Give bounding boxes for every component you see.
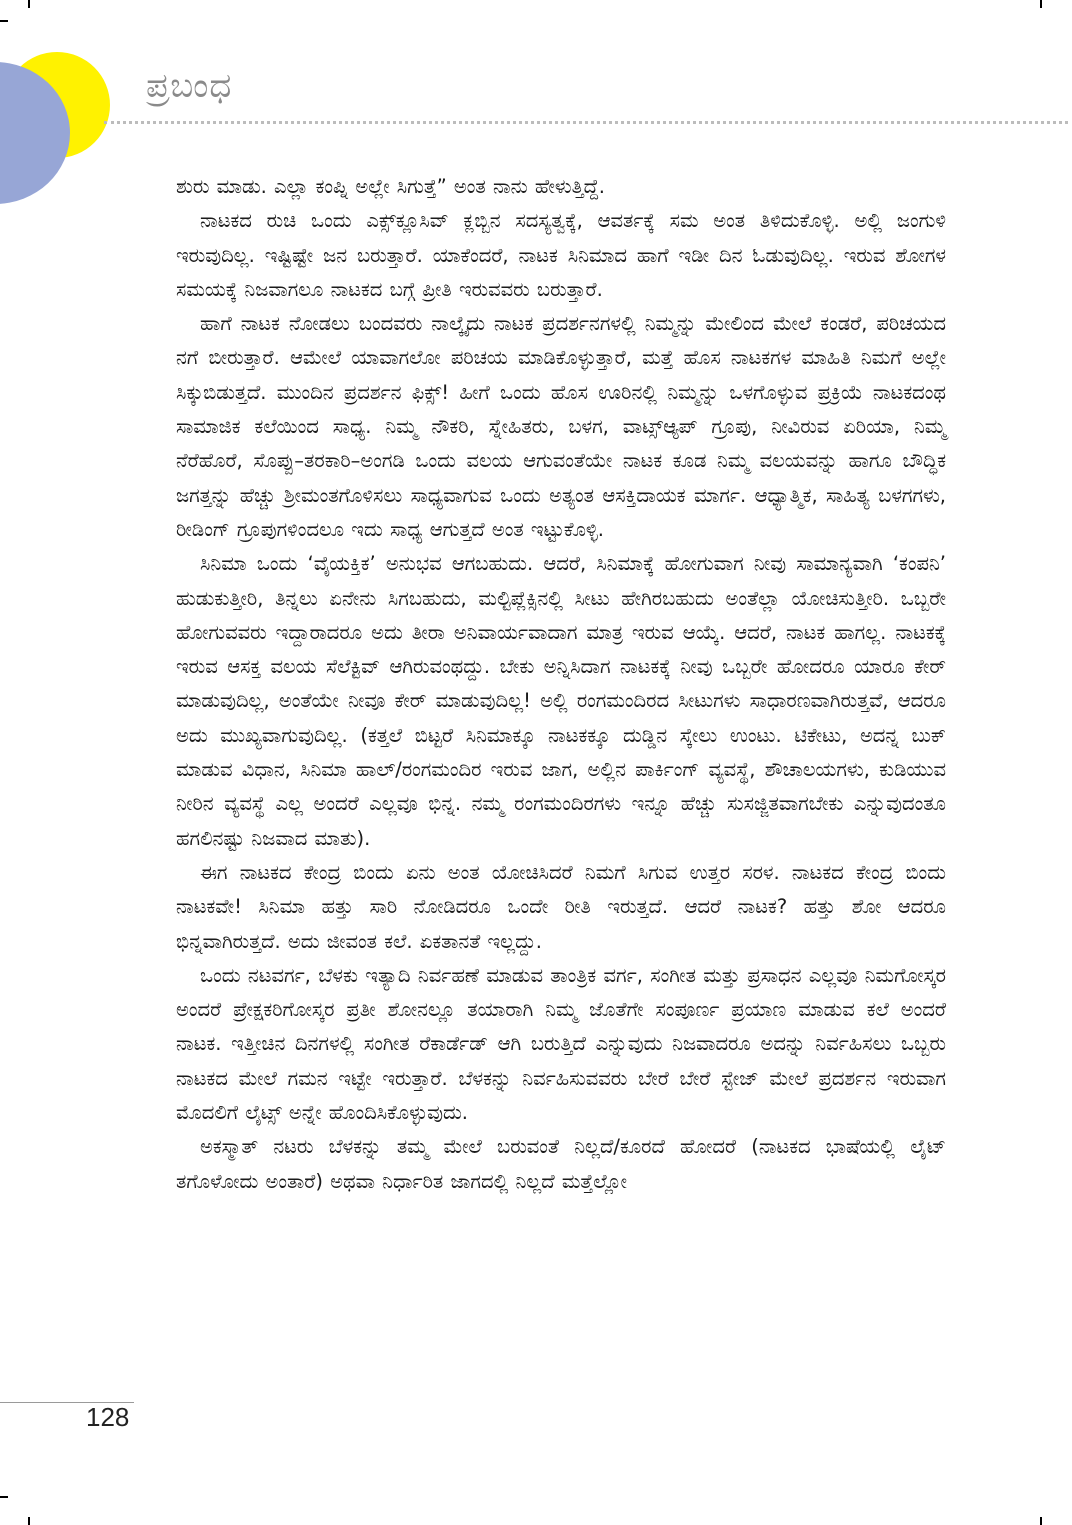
header-dotted-rule bbox=[104, 121, 1068, 124]
crop-mark bbox=[28, 1517, 30, 1525]
article-body bbox=[176, 170, 946, 1199]
paragraph: ಶುರು ಮಾಡು. ಎಲ್ಲಾ ಕಂಪ್ನಿ ಅಲ್ಲೇ ಸಿಗುತ್ತೆ” ಅಂತ ನಾನು ಹೇಳುತ್ತಿದ್ದೆ. bbox=[176, 175, 605, 198]
crop-mark bbox=[28, 0, 30, 8]
paragraph: ಸಿನಿಮಾ ಒಂದು ‘ವೈಯಕ್ತಿಕ’ ಅನುಭವ ಆಗಬಹುದು. ಆದರೆ, ಸಿನಿಮಾಕ್ಕೆ ಹೋಗುವಾಗ ನೀವು ಸಾಮಾನ್ಯವಾಗಿ ‘ಕಂಪನಿ’ ಹುಡುಕುತ್ತೀರಿ, ತಿನ್ನಲು ಏನೇನು ಸಿಗಬಹುದು, ಮಲ್ಟಿಪ್ಲೆಕ್ಸಿನಲ್ಲಿ ಸೀಟು ಹೇಗಿರಬಹುದು ಅಂತೆಲ್ಲಾ ಯೋಚಿಸುತ್ತೀರಿ. ಒಬ್ಬರೇ ಹೋಗುವವರು ಇದ್ದಾರಾದರೂ ಅದು ತೀರಾ ಅನಿವಾರ್ಯವಾದಾಗ ಮಾತ್ರ ಇರುವ ಆಯ್ಕೆ. ಆದರೆ, ನಾಟಕ ಹಾಗಲ್ಲ. ನಾಟಕಕ್ಕೆ ಇರುವ ಆಸಕ್ತ ವಲಯ ಸೆಲೆಕ್ಟಿವ್ ಆಗಿರುವಂಥದ್ದು. ಬೇಕು ಅನ್ನಿಸಿದಾಗ ನಾಟಕಕ್ಕೆ ನೀವು ಒಬ್ಬರೇ ಹೋದರೂ ಯಾರೂ ಕೇರ್ ಮಾಡುವುದಿಲ್ಲ, ಅಂತೆಯೇ ನೀವೂ ಕೇರ್ ಮಾಡುವುದಿಲ್ಲ! ಅಲ್ಲಿ ರಂಗಮಂದಿರದ ಸೀಟುಗಳು ಸಾಧಾರಣವಾಗಿರುತ್ತವೆ, ಆದರೂ ಅದು ಮುಖ್ಯವಾಗುವುದಿಲ್ಲ. (ಕತ್ತಲೆ ಬಿಟ್ಟರೆ ಸಿನಿಮಾಕ್ಕೂ ನಾಟಕಕ್ಕೂ ದುಡ್ಡಿನ ಸ್ಕೇಲು ಉಂಟು. ಟಿಕೇಟು, ಅದನ್ನ ಬುಕ್ ಮಾಡುವ ವಿಧಾನ, ಸಿನಿಮಾ ಹಾಲ್/ರಂಗಮಂದಿರ ಇರುವ ಜಾಗ, ಅಲ್ಲಿನ ಪಾರ್ಕಿಂಗ್ ವ್ಯವಸ್ಥೆ, ಶೌಚಾಲಯಗಳು, ಕುಡಿಯುವ ನೀರಿನ ವ್ಯವಸ್ಥೆ ಎಲ್ಲ ಅಂದರೆ ಎಲ್ಲವೂ ಭಿನ್ನ. ನಮ್ಮ ರಂಗಮಂದಿರಗಳು ಇನ್ನೂ ಹೆಚ್ಚು ಸುಸಜ್ಜಿತವಾಗಬೇಕು ಎನ್ನುವುದಂತೂ ಹಗಲಿನಷ್ಟು ನಿಜವಾದ ಮಾತು). bbox=[176, 552, 946, 850]
page-number: 128 bbox=[86, 1402, 130, 1432]
paragraph: ನಾಟಕದ ರುಚಿ ಒಂದು ಎಕ್ಸ್‌ಕ್ಲೂಸಿವ್ ಕ್ಲಬ್ಬಿನ ಸದಸ್ಯತ್ವಕ್ಕೆ, ಆವರ್ತಕ್ಕೆ ಸಮ ಅಂತ ತಿಳಿದುಕೊಳ್ಳಿ. ಅಲ್ಲಿ ಜಂಗುಳಿ ಇರುವುದಿಲ್ಲ. ಇಷ್ಟಿಷ್ಟೇ ಜನ ಬರುತ್ತಾರೆ. ಯಾಕೆಂದರೆ, ನಾಟಕ ಸಿನಿಮಾದ ಹಾಗೆ ಇಡೀ ದಿನ ಓಡುವುದಿಲ್ಲ. ಇರುವ ಶೋಗಳ ಸಮಯಕ್ಕೆ ನಿಜವಾಗಲೂ ನಾಟಕದ ಬಗ್ಗೆ ಪ್ರೀತಿ ಇರುವವರು ಬರುತ್ತಾರೆ. bbox=[176, 209, 946, 301]
paragraph: ಅಕಸ್ಮಾತ್ ನಟರು ಬೆಳಕನ್ನು ತಮ್ಮ ಮೇಲೆ ಬರುವಂತೆ ನಿಲ್ಲದೆ/ಕೂರದೆ ಹೋದರೆ (ನಾಟಕದ ಭಾಷೆಯಲ್ಲಿ ಲೈಟ್ ತಗೊಳೋದು ಅಂತಾರೆ) ಅಥವಾ ನಿರ್ಧಾರಿತ ಜಾಗದಲ್ಲಿ ನಿಲ್ಲದೆ ಮತ್ತೆಲ್ಲೋ bbox=[176, 1135, 946, 1193]
crop-mark bbox=[0, 1496, 8, 1498]
paragraph: ಈಗ ನಾಟಕದ ಕೇಂದ್ರ ಬಿಂದು ಏನು ಅಂತ ಯೋಚಿಸಿದರೆ ನಿಮಗೆ ಸಿಗುವ ಉತ್ತರ ಸರಳ. ನಾಟಕದ ಕೇಂದ್ರ ಬಿಂದು ನಾಟಕವೇ! ಸಿನಿಮಾ ಹತ್ತು ಸಾರಿ ನೋಡಿದರೂ ಒಂದೇ ರೀತಿ ಇರುತ್ತದೆ. ಆದರೆ ನಾಟಕ? ಹತ್ತು ಶೋ ಆದರೂ ಭಿನ್ನವಾಗಿರುತ್ತದೆ. ಅದು ಜೀವಂತ ಕಲೆ. ಏಕತಾನತೆ ಇಲ್ಲದ್ದು. bbox=[176, 860, 946, 953]
paragraph: ಹಾಗೆ ನಾಟಕ ನೋಡಲು ಬಂದವರು ನಾಲ್ಕೈದು ನಾಟಕ ಪ್ರದರ್ಶನಗಳಲ್ಲಿ ನಿಮ್ಮನ್ನು ಮೇಲಿಂದ ಮೇಲೆ ಕಂಡರೆ, ಪರಿಚಯದ ನಗೆ ಬೀರುತ್ತಾರೆ. ಆಮೇಲೆ ಯಾವಾಗಲೋ ಪರಿಚಯ ಮಾಡಿಕೊಳ್ಳುತ್ತಾರೆ, ಮತ್ತೆ ಹೊಸ ನಾಟಕಗಳ ಮಾಹಿತಿ ನಿಮಗೆ ಅಲ್ಲೇ ಸಿಕ್ಕುಬಿಡುತ್ತದೆ. ಮುಂದಿನ ಪ್ರದರ್ಶನ ಫಿಕ್ಸ್! ಹೀಗೆ ಒಂದು ಹೊಸ ಊರಿನಲ್ಲಿ ನಿಮ್ಮನ್ನು ಒಳಗೊಳ್ಳುವ ಪ್ರಕ್ರಿಯೆ ನಾಟಕದಂಥ ಸಾಮಾಜಿಕ ಕಲೆಯಿಂದ ಸಾಧ್ಯ. ನಿಮ್ಮ ನೌಕರಿ, ಸ್ನೇಹಿತರು, ಬಳಗ, ವಾಟ್ಸ್‌ಆ್ಯಪ್ ಗ್ರೂಪು, ನೀವಿರುವ ಏರಿಯಾ, ನಿಮ್ಮ ನೆರೆಹೊರೆ, ಸೊಪ್ಪು–ತರಕಾರಿ–ಅಂಗಡಿ ಒಂದು ವಲಯ ಆಗುವಂತೆಯೇ ನಾಟಕ ಕೂಡ ನಿಮ್ಮ ವಲಯವನ್ನು ಹಾಗೂ ಬೌದ್ಧಿಕ ಜಗತ್ತನ್ನು ಹೆಚ್ಚು ಶ್ರೀಮಂತಗೊಳಿಸಲು ಸಾಧ್ಯವಾಗುವ ಒಂದು ಅತ್ಯಂತ ಆಸಕ್ತಿದಾಯಕ ಮಾರ್ಗ. ಆಧ್ಯಾತ್ಮಿಕ, ಸಾಹಿತ್ಯ ಬಳಗಗಳು, ರೀಡಿಂಗ್ ಗ್ರೂಪುಗಳಿಂದಲೂ ಇದು ಸಾಧ್ಯ ಆಗುತ್ತದೆ ಅಂತ ಇಟ್ಟುಕೊಳ್ಳಿ. bbox=[176, 312, 946, 541]
crop-mark bbox=[0, 20, 8, 22]
section-title: ಪ್ರಬಂಧ bbox=[146, 66, 233, 106]
crop-mark bbox=[1040, 0, 1042, 8]
paragraph: ಒಂದು ನಟವರ್ಗ, ಬೆಳಕು ಇತ್ಯಾದಿ ನಿರ್ವಹಣೆ ಮಾಡುವ ತಾಂತ್ರಿಕ ವರ್ಗ, ಸಂಗೀತ ಮತ್ತು ಪ್ರಸಾಧನ ಎಲ್ಲವೂ ನಿಮಗೋಸ್ಕರ ಅಂದರೆ ಪ್ರೇಕ್ಷಕರಿಗೋಸ್ಕರ ಪ್ರತೀ ಶೋನಲ್ಲೂ ತಯಾರಾಗಿ ನಿಮ್ಮ ಜೊತೆಗೇ ಸಂಪೂರ್ಣ ಪ್ರಯಾಣ ಮಾಡುವ ಕಲೆ ಅಂದರೆ ನಾಟಕ. ಇತ್ತೀಚಿನ ದಿನಗಳಲ್ಲಿ ಸಂಗೀತ ರೆಕಾರ್ಡೆಡ್ ಆಗಿ ಬರುತ್ತಿದೆ ಎನ್ನುವುದು ನಿಜವಾದರೂ ಅದನ್ನು ನಿರ್ವಹಿಸಲು ಒಬ್ಬರು ನಾಟಕದ ಮೇಲೆ ಗಮನ ಇಟ್ಟೇ ಇರುತ್ತಾರೆ. ಬೆಳಕನ್ನು ನಿರ್ವಹಿಸುವವರು ಬೇರೆ ಬೇರೆ ಸ್ಟೇಜ್ ಮೇಲೆ ಪ್ರದರ್ಶನ ಇರುವಾಗ ಮೊದಲಿಗೆ ಲೈಟ್ಸ್ ಅನ್ನೇ ಹೊಂದಿಸಿಕೊಳ್ಳುವುದು. bbox=[176, 963, 946, 1125]
crop-mark bbox=[1040, 1517, 1042, 1525]
